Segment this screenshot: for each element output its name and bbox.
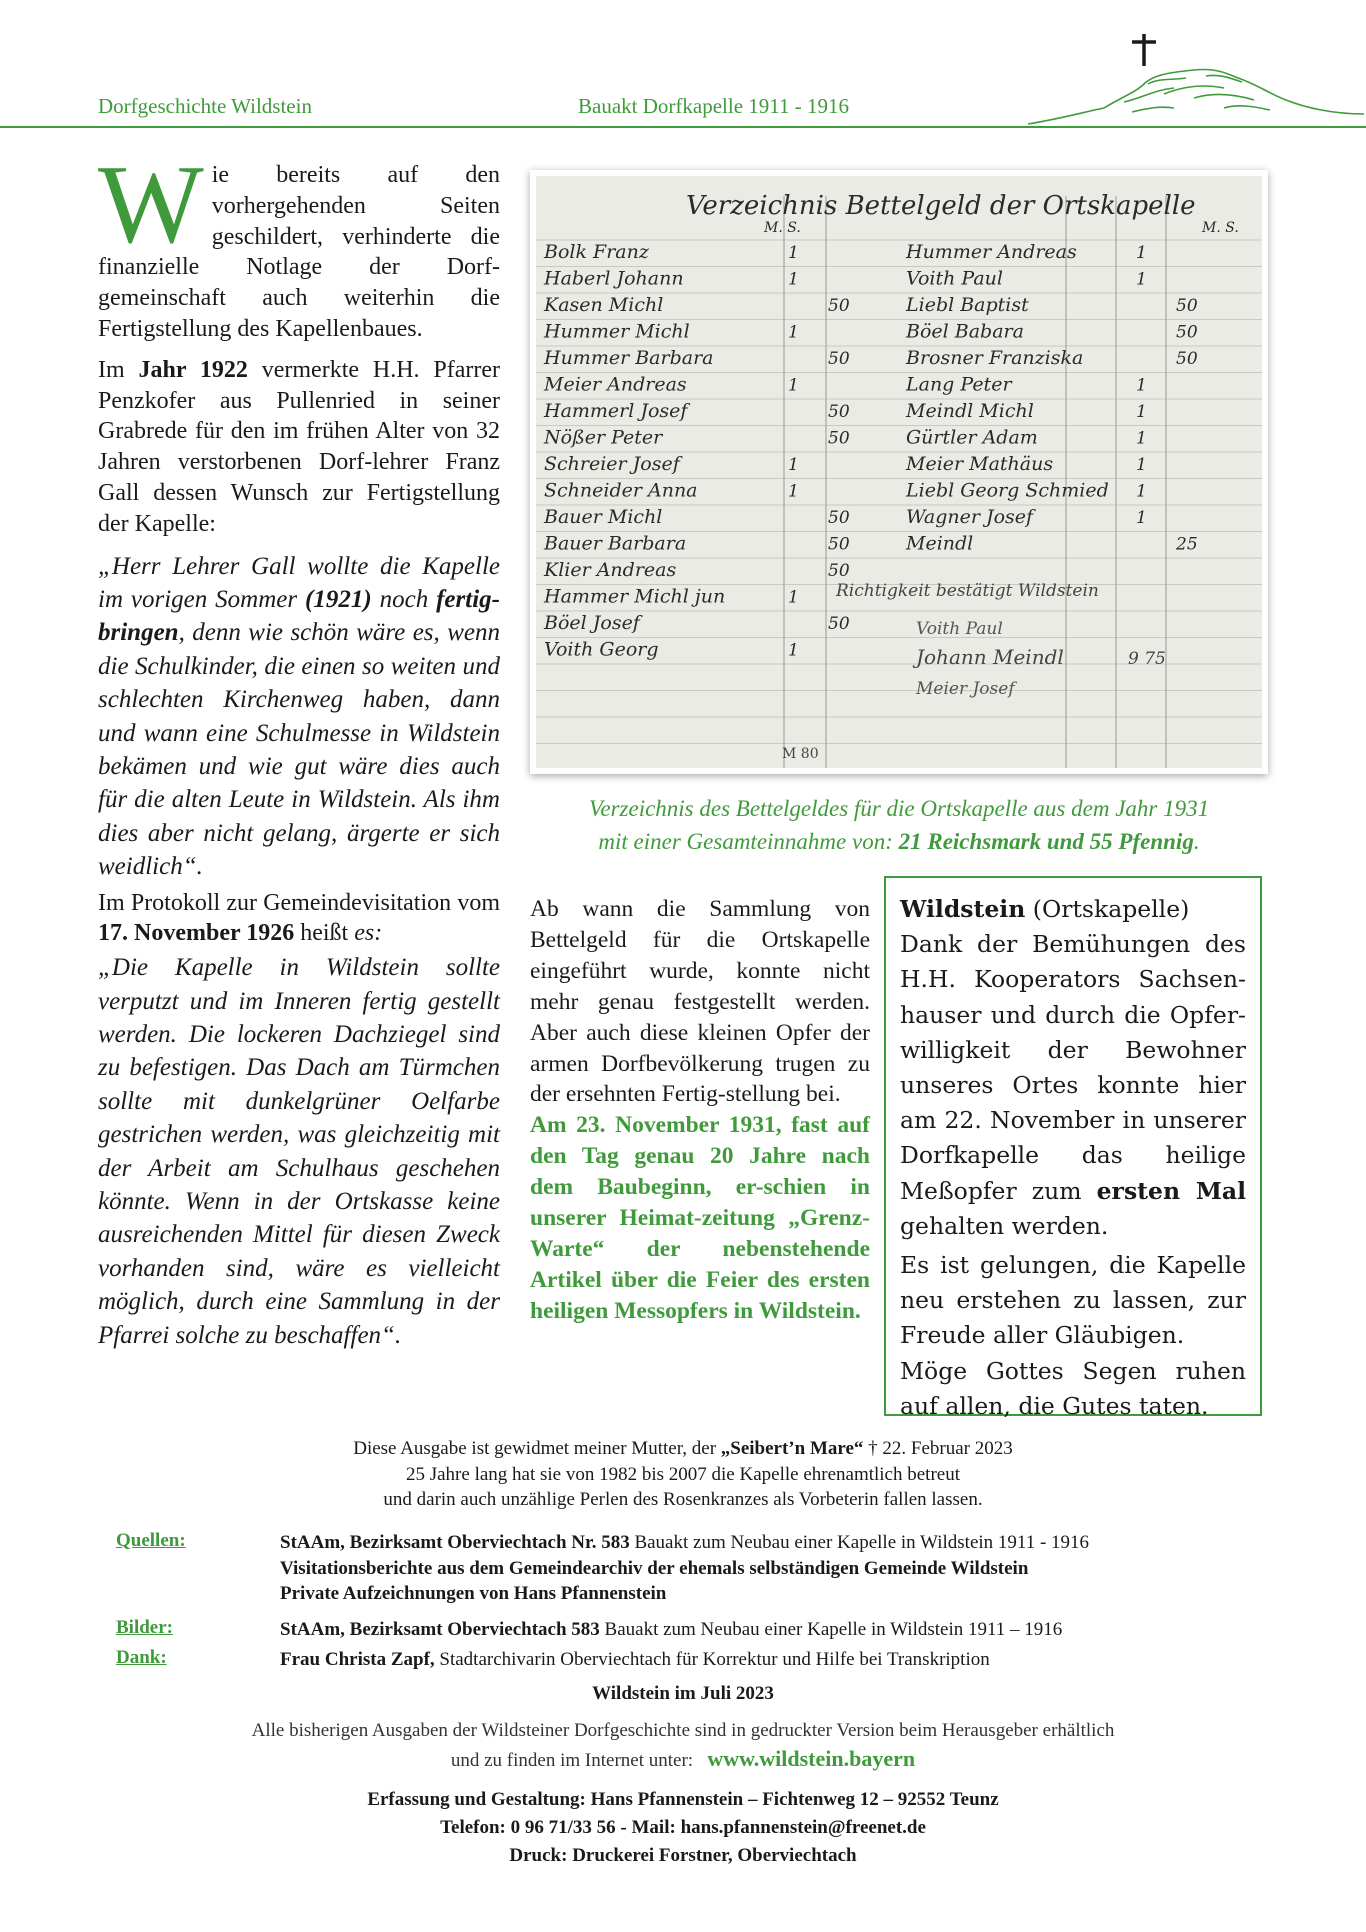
footer-info-line-2 <box>0 1745 1366 1775</box>
p3-date: 17. November 1926 <box>98 920 295 947</box>
dank-line <box>280 1647 990 1673</box>
list-entry-name: Schreier Josef <box>544 453 680 475</box>
caption-line-1: Verzeichnis des Bettelgeldes für die Ortskapelle aus dem Jahr 1931 <box>588 796 1210 821</box>
document-photo <box>530 170 1268 774</box>
p3-text-a: Im Protokoll zur Gemeindevisitation vom <box>98 889 500 916</box>
article-paragraph-2: Es ist gelungen, die Kapelle neu erstehen zu lassen, zur Freude aller Gläubigen. <box>900 1251 1246 1350</box>
list-entry-mark: 1 <box>1136 402 1147 422</box>
signature-line-3: Johann Meindl <box>916 645 1064 669</box>
caption-total: 21 Reichsmark und 55 Pfennig <box>898 829 1194 854</box>
chapel-hill-cross-icon <box>1024 28 1366 128</box>
list-entry-pfennig: 50 <box>828 428 850 449</box>
list-entry-mark: 1 <box>788 243 799 263</box>
p2-year: Jahr 1922 <box>138 356 248 383</box>
list-entry-name: Kasen Michl <box>544 294 664 316</box>
middle-column <box>530 894 870 1327</box>
photo-caption <box>530 792 1268 858</box>
quellen-line-3: Private Aufzeichnungen von Hans Pfannenstein <box>280 1583 667 1604</box>
list-entry-pfennig: 50 <box>828 534 850 555</box>
quote1-c: , denn wie schön wäre es, wenn die Schulkinder, die einen so weiten und schlechten Kirchenweg haben, dann und wann eine Schulmesse in Wildstein bekämen und wie gut wäre dies auch für die alten Leute in Wildstein. Als ihm dies aber nicht gelang, ärgerte er sich weidlich“. <box>98 619 500 881</box>
list-entry-mark: 1 <box>788 481 799 502</box>
dedication-name: „Seibert’n Mare“ <box>720 1438 864 1459</box>
article-paragraph-3: Möge Gottes Segen ruhen auf allen, die Gutes taten. <box>900 1356 1246 1420</box>
place-date: Wildstein im Juli 2023 <box>592 1683 774 1704</box>
signature-line-2: Voith Paul <box>916 619 1003 639</box>
p3-text-b: heißt <box>294 920 355 947</box>
b1-rest: Bauakt zum Neubau einer Kapelle in Wildstein 1911 – 1916 <box>599 1619 1063 1640</box>
list-title: Verzeichnis Bettelgeld der Ortskapelle <box>686 191 1196 221</box>
list-entry-mark: 1 <box>788 375 799 396</box>
d1-rest: Stadtarchivarin Oberviechtach für Korrektur und Hilfe bei Transkription <box>434 1649 990 1670</box>
bilder-label: Bilder: <box>116 1617 173 1638</box>
left-column <box>98 143 500 1352</box>
quote-protokoll: „Die Kapelle in Wildstein sollte verputzt und im Inneren fertig gestellt werden. Die lockeren Dachziegel sind zu befestigen. Das Dach am Türmchen sollte mit dunkelgrüner Oelfarbe gestrichen werden, was gleichzeitig mit der Arbeit am Schulhaus geschehen könnte. Wenn in der Ortskasse keine ausreichenden Mittel für diesen Zweck vorhanden sind, wäre es vielleicht möglich, durch eine Sammlung in der Pfarrei solche zu beschaffen“. <box>98 954 500 1349</box>
list-entry-name: Böel Babara <box>906 320 1024 343</box>
signature-line-4: Meier Josef <box>916 679 1015 699</box>
p2-text-b: vermerkte H.H. Pfarrer Penzkofer aus Pullenried in seiner Grabrede für den im frühen Alter von 32 Jahren verstorbenen Dorf-lehrer Franz Gall dessen Wunsch zur Fertigstellung der Kapelle: <box>98 356 500 537</box>
article-bold: ersten Mal <box>1096 1176 1246 1205</box>
list-entry-name: Nößer Peter <box>544 426 663 449</box>
quellen-label: Quellen: <box>116 1530 186 1551</box>
footer-info-line-1: Alle bisherigen Ausgaben der Wildsteiner Dorfgeschichte sind in gedruckter Version beim Herausgeber erhältlich <box>251 1720 1115 1741</box>
website-link[interactable]: www.wildstein.bayern <box>707 1746 916 1771</box>
q1-bold: StAAm, Bezirksamt Oberviechtach Nr. 583 <box>280 1532 630 1553</box>
header-center-title: Bauakt Dorfkapelle 1911 - 1916 <box>578 94 849 118</box>
list-entry-mark: 1 <box>788 455 799 475</box>
list-entry-pfennig: 25 <box>1176 534 1198 555</box>
list-entry-mark: 1 <box>788 269 799 290</box>
quote-gall <box>98 550 500 884</box>
list-entry-name: Meindl Michl <box>906 400 1034 422</box>
protokoll-paragraph <box>98 888 500 950</box>
article-paragraph-1 <box>900 892 1246 1244</box>
list-entry-name: Voith Georg <box>544 638 659 661</box>
quote1-year: (1921) <box>305 585 372 613</box>
list-entry-name: Meier Andreas <box>544 373 687 396</box>
dedication <box>200 1436 1166 1513</box>
list-entry-name: Hummer Michl <box>544 320 690 343</box>
list-entry-pfennig: 50 <box>828 349 850 369</box>
list-entry-name: Meier Mathäus <box>906 453 1054 475</box>
list-entry-pfennig: 50 <box>1176 349 1198 369</box>
list-entry-mark: 1 <box>1136 481 1147 502</box>
middle-green-paragraph: Am 23. November 1931, fast auf den Tag genau 20 Jahre nach dem Baubeginn, er-schien in unserer Heimat-zeitung „Grenz-Warte“ der nebenstehende Artikel über die Feier des ersten heiligen Messopfers in Wildstein. <box>530 1112 870 1324</box>
list-entry-pfennig: 50 <box>828 508 850 528</box>
dedication-line-3: und darin auch unzählige Perlen des Rosenkranzes als Vorbeterin fallen lassen. <box>383 1489 983 1510</box>
list-entry-name: Lang Peter <box>906 373 1012 396</box>
bettelgeld-list-image <box>536 176 1262 768</box>
col-head-right: M. S. <box>1202 220 1239 236</box>
grabrede-paragraph <box>98 355 500 540</box>
dedication-a: Diese Ausgabe ist gewidmet meiner Mutter, der <box>353 1438 721 1459</box>
col-head-left: M. S. <box>764 220 801 236</box>
article-head: Wildstein <box>900 895 1026 923</box>
list-entry-mark: 1 <box>1136 508 1147 528</box>
dank-label: Dank: <box>116 1647 167 1668</box>
intro-paragraph <box>98 143 500 345</box>
list-entry-name: Voith Paul <box>906 267 1003 290</box>
list-entry-name: Böel Josef <box>544 612 640 634</box>
article-text-b: gehalten werden. <box>900 1211 1109 1240</box>
dedication-line-2: 25 Jahre lang hat sie von 1982 bis 2007 die Kapelle ehrenamtlich betreut <box>405 1463 960 1485</box>
article-head-rest: (Ortskapelle) <box>1025 895 1190 923</box>
list-entry-name: Hummer Barbara <box>544 347 714 369</box>
list-entry-pfennig: 50 <box>1176 322 1198 343</box>
list-entry-name: Bolk Franz <box>544 241 649 263</box>
list-entry-mark: 1 <box>788 640 799 661</box>
quote1-a: „Herr Lehrer Gall wollte die Kapelle im vorigen Sommer <box>98 552 500 613</box>
list-entry-name: Meindl <box>906 532 974 555</box>
caption-end: . <box>1193 829 1200 854</box>
list-entry-pfennig: 50 <box>828 402 850 422</box>
dropcap-letter: W <box>98 143 204 267</box>
list-entry-name: Hammerl Josef <box>544 400 688 422</box>
footer-info <box>0 1717 1366 1775</box>
p2-text-a: Im <box>98 356 139 383</box>
dedication-b: † 22. Februar 2023 <box>863 1438 1013 1459</box>
footer-info-text: und zu finden im Internet unter: <box>450 1750 694 1771</box>
list-entry-name: Bauer Michl <box>544 506 663 528</box>
list-entry-mark: 1 <box>1136 455 1147 475</box>
q1-rest: Bauakt zum Neubau einer Kapelle in Wildstein 1911 - 1916 <box>629 1532 1090 1553</box>
list-entry-pfennig: 50 <box>828 561 850 581</box>
list-entry-name: Liebl Georg Schmied <box>906 479 1109 502</box>
list-entry-name: Bauer Barbara <box>544 532 687 555</box>
list-entry-mark: 1 <box>1136 243 1147 263</box>
list-entry-name: Haberl Johann <box>544 267 684 290</box>
list-entry-name: Wagner Josef <box>906 506 1034 528</box>
p3-es: es: <box>354 920 383 947</box>
credit-line: Erfassung und Gestaltung: Hans Pfannenstein – Fichtenweg 12 – 92552 Teunz <box>367 1789 999 1810</box>
footer-credits <box>0 1786 1366 1870</box>
article-text-a: Dank der Bemühungen des H.H. Kooperators Sachsen-hauser und durch die Opfer-willigkeit der Bewohner unseres Ortes konnte hier am 22. November in unserer Dorfkapelle das heilige Meßopfer zum <box>900 930 1246 1205</box>
list-entry-name: Brosner Franziska <box>906 347 1084 369</box>
list-entry-mark: 1 <box>1136 269 1147 290</box>
caption-line-2-a: mit einer Gesamteinnahme von: <box>598 829 899 854</box>
list-entry-name: Klier Andreas <box>544 559 677 581</box>
list-entry-mark: 1 <box>788 322 799 343</box>
list-entry-pfennig: 50 <box>828 614 850 634</box>
newspaper-article-box <box>884 876 1262 1420</box>
signature-line-1: Richtigkeit bestätigt Wildstein <box>836 581 1099 601</box>
quote1-b: noch <box>371 585 437 613</box>
list-entry-name: Liebl Baptist <box>906 294 1029 316</box>
dedication-line-1 <box>200 1436 1166 1462</box>
list-entry-pfennig: 50 <box>1176 296 1198 316</box>
quote1-bold: fertig-bringen <box>98 585 500 647</box>
intro-text: ie bereits auf den vorhergehenden Seiten geschildert, verhinderte die finanzielle Notlage der Dorf-gemeinschaft auch weiterhin die Fertigstellung des Kapellenbaues. <box>98 162 500 342</box>
b1-bold: StAAm, Bezirksamt Oberviechtach 583 <box>280 1619 600 1640</box>
caption-line-2 <box>530 825 1268 858</box>
print-line: Druck: Druckerei Forstner, Oberviechtach <box>509 1845 857 1866</box>
subtotal-right: 9 75 <box>1128 649 1166 669</box>
list-entry-name: Schneider Anna <box>544 479 698 502</box>
list-entry-name: Gürtler Adam <box>906 426 1038 449</box>
list-entry-mark: 1 <box>1136 428 1147 449</box>
list-entry-mark: 1 <box>788 587 799 608</box>
quellen-line-1 <box>280 1530 1089 1556</box>
list-entry-name: Hummer Andreas <box>906 241 1077 263</box>
d1-bold: Frau Christa Zapf, <box>280 1649 435 1670</box>
list-entry-pfennig: 50 <box>828 296 850 316</box>
bilder-line <box>280 1617 1062 1643</box>
middle-paragraph: Ab wann die Sammlung von Bettelgeld für die Ortskapelle eingeführt wurde, konnte nicht mehr genau festgestellt werden. Aber auch diese kleinen Opfer der armen Dorfbevölkerung trugen zu der ersehnten Fertig-stellung bei. <box>530 896 870 1108</box>
list-entry-mark: 1 <box>1136 375 1147 396</box>
header-left-title: Dorfgeschichte Wildstein <box>98 94 312 118</box>
list-entry-name: Hammer Michl jun <box>544 585 726 608</box>
quellen-line-2: Visitationsberichte aus dem Gemeindearchiv der ehemals selbständigen Gemeinde Wildstein <box>280 1558 1029 1579</box>
list-total: M 80 <box>782 746 819 762</box>
contact-line: Telefon: 0 96 71/33 56 - Mail: hans.pfannenstein@freenet.de <box>440 1817 926 1838</box>
